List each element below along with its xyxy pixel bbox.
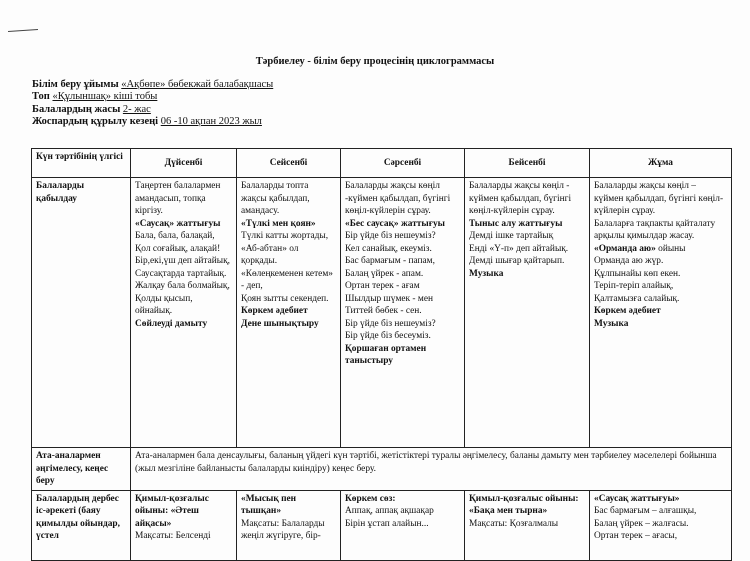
header-cell: Сәрсенбі [341, 149, 465, 178]
day-cell [237, 178, 341, 448]
cell-line: Орманда аю жүр. [594, 256, 664, 266]
day-cell [341, 178, 465, 448]
cell-line: «Саусақ жаттығуы» [594, 493, 680, 504]
cell-line: «Аб-абтан» ол қорқады. [241, 243, 299, 266]
cell-line: Қоршаған ортамен таныстыру [345, 343, 427, 366]
day-cell [131, 490, 237, 560]
day-cell [590, 490, 732, 560]
meta-age: Балалардың жасы 2- жас [32, 103, 151, 115]
cell-line: Таңертен балалармен амандасып, топқа кіргізу. [135, 181, 221, 216]
cell-line: Теріп-теріп алайық, [594, 281, 674, 291]
cell-line: Бір,екі,үш деп айтайық, [135, 256, 230, 266]
cell-line: Бас бармағым – алғашқы, [594, 506, 697, 516]
table-row-parents [32, 448, 732, 491]
cell-line: Қимыл-қозғалыс ойыны: [469, 493, 579, 504]
schedule-table [31, 148, 732, 561]
cell-line: Балаларды топта жақсы қабылдап, амандасу. [241, 181, 310, 216]
scan-mark [8, 29, 38, 32]
day-cell [590, 178, 732, 448]
cell-line: Балаң үйрек - апам. [345, 268, 424, 279]
cell-line: «Орманда аю» ойыны [594, 243, 686, 254]
cell-line: Бала, бала, балақай, [135, 231, 215, 241]
header-cell: Бейсенбі [465, 149, 590, 178]
cell-line: Қол соғайық, алақай! [135, 243, 221, 254]
header-cell: Жұма [590, 149, 732, 178]
table-row-reception [32, 178, 732, 448]
document-title: Тәрбиелеу - білім беру процесінің циклограммасы [255, 56, 495, 67]
cell-line: Дене шынықтыру [241, 318, 319, 329]
day-cell [237, 490, 341, 560]
cell-line: «Бақа мен тырна» [469, 506, 548, 516]
cell-line: Мақсаты: Қозғалмалы [469, 518, 559, 529]
cell-line: Енді «Ү-п» деп айтайық. [469, 243, 569, 254]
cell-line: Мақсаты: Балаларды жеңіл жүгіруге, бір- [241, 518, 325, 541]
meta-period: Жоспардың құрылу кезеңі 06 -10 ақпан 2023 жыл [32, 115, 262, 127]
day-cell [131, 178, 237, 448]
header-cell: Күн тәртібінің үлгісі [32, 149, 131, 178]
cell-line: Мақсаты: Белсенді [135, 531, 211, 541]
meta-group: Топ «Құлыншақ» кіші тобы [32, 91, 158, 103]
cell-line: Балаң үйрек – жалғасы. [594, 518, 689, 529]
cell-line: Демді ішке тартайық [469, 231, 554, 241]
cell-line: Бірін ұстап алайын... [345, 518, 429, 529]
cell-line: Тыныс алу жаттығуы [469, 218, 563, 229]
cell-line: Саусақтарда тартайық. [135, 268, 227, 279]
cell-line: «Бес саусақ» жаттығуы [345, 218, 445, 229]
document-meta [32, 79, 273, 128]
day-cell [465, 490, 590, 560]
cell-line: Демді шығар қайтарып. [469, 256, 565, 266]
cell-line: Бір үйде біз нешеуміз? [345, 231, 436, 241]
cell-line: Жалқау бала болмайық, [135, 281, 230, 291]
cell-line: «Саусақ» жаттығуы [135, 218, 221, 229]
cell-line: Қолды қысып, ойнайық. [135, 293, 193, 316]
row-label: Балалардың дербес іс-әрекеті (баяу қимылды ойындар, үстел [32, 490, 131, 560]
cell-line: Балаларды жақсы көңіл - күймен қабылдап, бүгінгі көңіл-күйлерін сұрау. [469, 181, 572, 216]
cell-line: Сөйлеуді дамыту [135, 318, 208, 329]
cell-line: Музыка [594, 318, 629, 329]
cell-line: Бас бармағым - папам, [345, 256, 435, 266]
row-label: Ата-аналармен әңгімелесу, кеңес беру [32, 448, 131, 491]
cell-line: «Түлкі мен қоян» [241, 218, 316, 229]
cell-line: Ортан терек - ағам [345, 281, 420, 291]
header-row [32, 149, 732, 178]
cell-line: Құлпынайы көп екен. [594, 268, 681, 279]
meta-org: Білім беру ұйымы «Ақбөпе» бөбекжай балабақшасы [32, 79, 274, 90]
cell-line: Балаларды жақсы көңіл – күймен қабылдап, бүгінгі көңіл-күйлерін сұрау. [594, 181, 724, 216]
cell-line: Кел санайық, екеуміз. [345, 243, 432, 254]
cell-line: Көркем әдебиет [241, 306, 308, 316]
row-label: Балаларды қабылдау [32, 178, 131, 448]
cell-line: Балаларға тақпакты қайталату арқылы қимылдар жасау. [594, 218, 716, 241]
parents-cell: Ата-аналармен бала денсаулығы, баланың үйдегі күн тәртібі, жетістіктері туралы әңгімелесу, баланы дамыту мен тәрбиелеу мәселелері бойынша (жыл мезгіліне байланысты балаларды киіндіру) кеңес беру. [131, 448, 732, 491]
day-cell [341, 490, 465, 560]
header-cell: Сейсенбі [237, 149, 341, 178]
cell-line: Бір үйде біз нешеуміз? [345, 318, 436, 329]
cell-line: «Көлеңкеменен кетем» - деп, [241, 268, 333, 291]
cell-line: Шылдыр шүмек - мен [345, 293, 434, 304]
cell-line: Қимыл-қозғалыс ойыны: «Әтеш айқасы» [135, 493, 209, 529]
cell-line: «Мысық пен тышқан» [241, 493, 297, 516]
cell-line: Музыка [469, 268, 504, 279]
day-cell [465, 178, 590, 448]
cell-line: Көркем әдебиет [594, 306, 661, 316]
cell-line: Аппақ, аппақ ақшақар [345, 506, 434, 516]
header-cell: Дүйсенбі [131, 149, 237, 178]
cell-line: Көркем сөз: [345, 493, 396, 504]
cell-line: Ортан терек – ағасы, [594, 531, 678, 541]
cell-line: Титтей бөбек - сен. [345, 306, 422, 316]
cell-line: Балаларды жақсы көңіл -күймен қабылдап, бүгінгі көңіл-күйлерін сұрау. [345, 181, 451, 216]
cell-line: Қалтамызға салайық. [594, 293, 680, 304]
cell-line: Қоян зытты секендеп. [241, 293, 329, 304]
cell-line: Түлкі катты жортады, [241, 231, 329, 241]
table-row-activity [32, 490, 732, 560]
cell-line: Бір үйде біз бесеуміз. [345, 331, 431, 341]
